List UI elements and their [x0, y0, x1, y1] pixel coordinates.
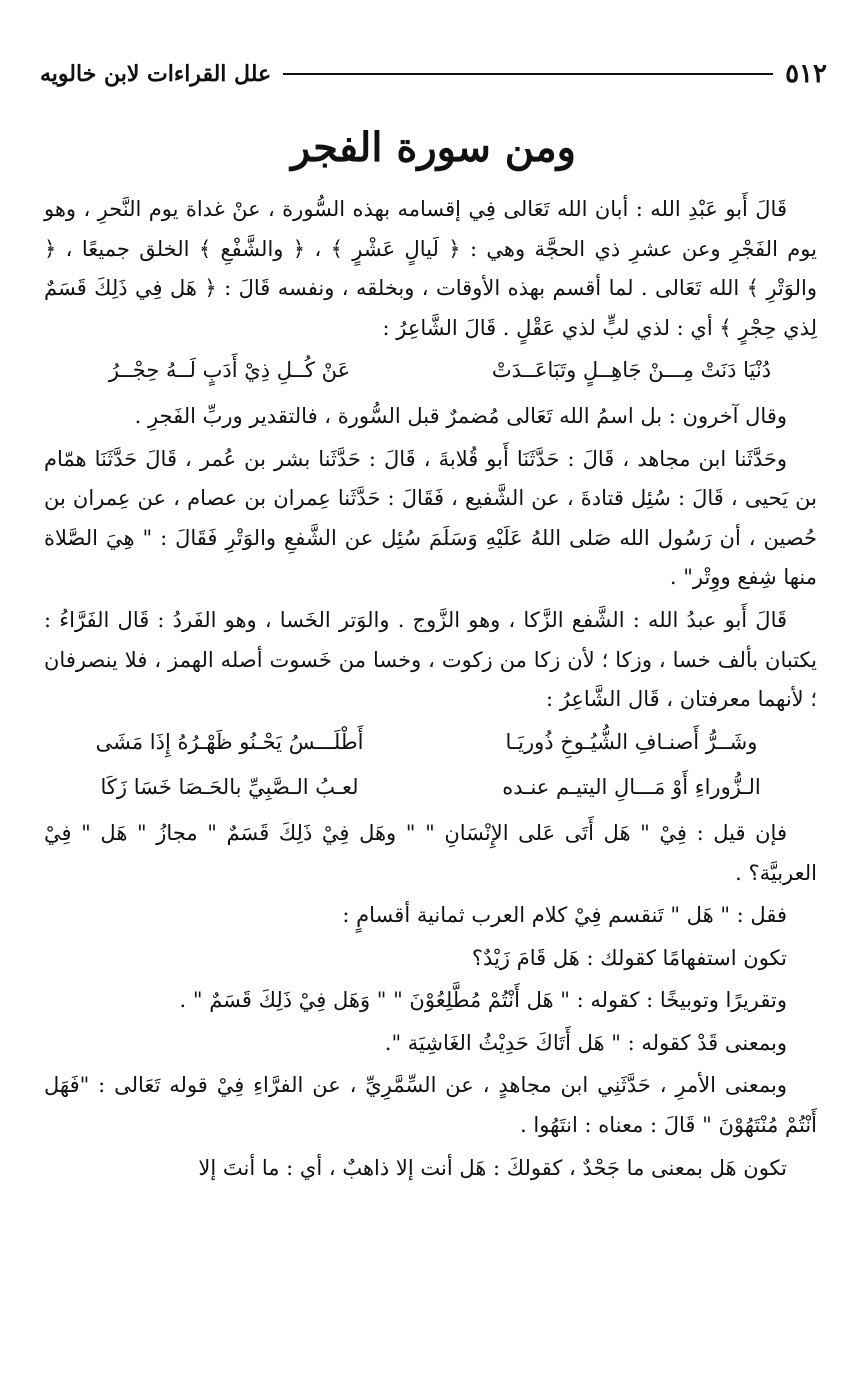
verse-first-hemistich: دُنْيَا دَنَتْ مِـــنْ جَاهِــلٍ وتَبَاعَــدَتْ — [491, 358, 772, 383]
verse-second-hemistich: لعـبُ الـصَّبِيِّ بالحَـصَا خَسَا زَكَا — [100, 775, 359, 800]
poem-verse — [44, 351, 817, 391]
paragraph: وبمعنى قَدْ كقوله : " هَل أَتَاكَ حَدِيْثُ الغَاشِيَة ". — [384, 1030, 787, 1055]
paragraph: وتقريرًا وتوبيخًا : كقوله : " هَل أَنْتُمْ مُطَّلِعُوْنَ " " وَهَل فِيْ ذَلِكَ قَسَمٌ " . — [179, 988, 787, 1013]
poem-verse — [44, 723, 817, 763]
paragraph: وقال آخرون : بل اسمُ الله تَعَالى مُضمرٌ قبل السُّورة ، فالتقدير وربِّ الفَجرِ . — [134, 403, 787, 428]
surah-title: ومن سورة الفجر — [291, 124, 576, 171]
book-title: علل القراءات لابن خالويه — [40, 61, 272, 87]
main-text — [44, 190, 817, 1191]
header-rule — [283, 73, 773, 75]
verse-second-hemistich: عَنْ كُــلِ ذِيْ أَدَبٍ لَــهُ حِجْــرُ — [108, 358, 351, 383]
poem-verse — [44, 768, 817, 808]
verse-second-hemistich: أَطْلَـــسُ يَحْـنُو ظَهْـرُهُ إِذَا مَشَى — [95, 729, 364, 754]
paragraph: فقل : " هَل " تَنقسم فِيْ كلام العرب ثمانية أقسامٍ : — [342, 903, 787, 928]
paragraph: تكون استفهامًا كقولك : هَل قَامَ زَيْدٌ؟ — [471, 945, 787, 970]
verse-first-hemistich: الـزُّوراءِ أَوْ مَـــالِ اليتيـم عنـده — [502, 775, 761, 800]
paragraph: قَالَ أَبو عَبْدِ الله : أبان الله تَعَالى فِي إقسامه بهذه السُّورة ، عنْ غداة يوم النَّحرِ ، وهو يوم الفَجْرِ وعن عشرِ ذي الحجَّة وهي : ﴿ لَيالٍ عَشْرٍ ﴾ ، ﴿ والشَّفْعِ ﴾ الخلق جميعًا ، ﴿ والوَتْرِ ﴾ الله تَعَالى . لما أقسم بهذه الأوقات ، وبخلقه ، ونفسه قَالَ : ﴿ هَل فِي ذَلِكَ قَسَمٌ لِذي حِجْرٍ ﴾ أي : لذي لبٍّ لذي عَقْلٍ . قَالَ الشَّاعِرُ : — [44, 197, 817, 340]
paragraph: فإن قيل : فِيْ " هَل أَتَى عَلى الإِنْسَانِ " " وهَل فِيْ ذَلِكَ قَسَمٌ " مجازُ " هَل " فِيْ العربيَّة؟ . — [44, 820, 817, 885]
paragraph: تكون هَل بمعنى ما جَحْدٌ ، كقولكَ : هَل أنت إلا ذاهبٌ ، أي : ما أنتَ إلا — [198, 1155, 787, 1180]
paragraph: وحَدَّثَنا ابن مجاهد ، قَالَ : حَدَّثَنَا أَبو قُلابةَ ، قَالَ : حَدَّثَنا بشر بن عُمر ، قَالَ حَدَّثَنَا همّام بن يَحيى ، قَالَ : سُئِل قتادةَ ، عن الشَّفيع ، فَقَالَ : حَدَّثَنا عِمران بن عصام ، عن عِمران بن حُصين ، أن رَسُول الله صَلى اللهُ عَلَيْهِ وَسَلَمَ سُئِل عن الشَّفعِ والوَتْرِ فَقَالَ : " هِيَ الصَّلاة منها شِفع ووِتْر" . — [44, 446, 817, 590]
paragraph: قَالَ أَبو عبدُ الله : الشَّفع الزَّكا ، وهو الزَّوج . والوَتر الخَسا ، وهو الفَردُ : قَال الفَرَّاءُ : يكتبان بألف خسا ، وزكا ؛ لأن زكا من زكوت ، وخسا من خَسوت أصله الهمز ، فلا ينصرفان ؛ لأنهما معرفتان ، قَال الشَّاعِرُ : — [44, 607, 817, 712]
page-header — [40, 56, 827, 92]
paragraph: وبمعنى الأمرِ ، حَدَّثَنِي ابن مجاهدٍ ، عن السِّمَّرِيِّ ، عن الفرَّاءِ فِيْ قوله تَعَالى : "فَهَل أَنْتُمْ مُنْتَهُوْنَ " قَالَ : معناه : انتَهُوا . — [44, 1073, 817, 1138]
page-number: ٥١٢ — [785, 59, 827, 89]
verse-first-hemistich: وشَــرُّ أَصنـافِ الشُّيُـوخِ ذُوريَـا — [505, 729, 758, 754]
